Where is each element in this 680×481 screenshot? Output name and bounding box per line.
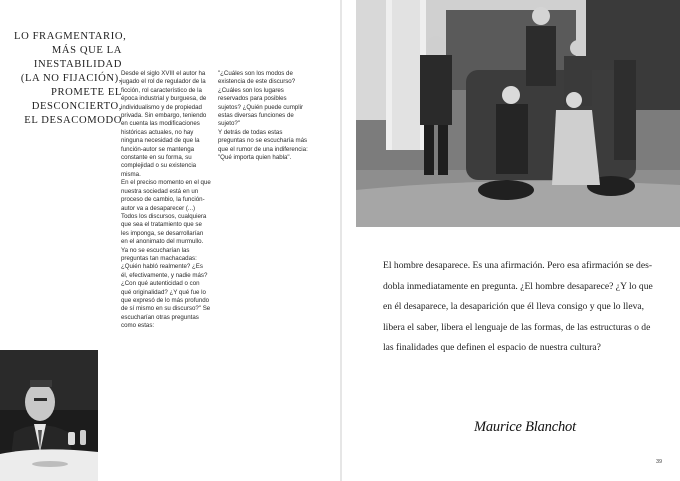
pull-quote-line: MÁS QUE LA — [51, 45, 122, 56]
quote-line: El hombre desaparece. Es una afirmación. Pero esa afirmación se des- — [383, 260, 653, 271]
pull-quote-line: DESCONCIERTO, — [31, 101, 122, 112]
body-paragraph: "¿Cuáles son los modos de existencia de este discurso? ¿Cuáles son los lugares reservados para posibles sujetos? ¿Quién puede cumplir estas diversas funciones de sujeto?" — [218, 70, 303, 128]
page-number: 39 — [656, 459, 663, 465]
pull-quote-line: (LA NO FIJACIÓN), — [20, 73, 122, 84]
pull-quote-line: INESTABILIDAD — [33, 59, 122, 70]
body-paragraph: Y detrás de todas estas preguntas no se escucharía más que el rumor de una indiferencia: "Qué importa quien habla". — [218, 128, 308, 162]
pull-quote-line: LO FRAGMENTARIO, — [14, 31, 127, 42]
epigraph-quote — [383, 256, 653, 359]
quote-line: las finalidades que definen el espacio de nuestra cultura? — [383, 342, 601, 353]
body-paragraph: En el preciso momento en el que nuestra sociedad está en un proceso de cambio, la función-autor va a desaparecer (...) — [121, 179, 211, 212]
quote-line: dobla inmediatamente en pregunta. ¿El hombre desaparece? ¿Y lo que — [383, 280, 653, 292]
body-column-1 — [121, 70, 211, 331]
quote-author: Maurice Blanchot — [474, 419, 576, 435]
body-paragraph: Desde el siglo XVIII el autor ha jugado el rol de regulador de la ficción, rol característico de la época industrial y burguesa, de individualismo y de propiedad privada. Sin embargo, teniendo en cuenta las modificaciones históricas actuales, no hay ninguna necesidad de que la función-autor se mantenga constante en su forma, su complejidad o su existencia misma. — [121, 70, 207, 178]
author-portrait-photo — [0, 350, 98, 481]
quote-line: en él desaparece, la desaparición que él lleva consigo y que lo lleva, — [383, 301, 645, 312]
quote-line: libera el saber, libera el lenguaje de las formas, de las estructuras o de — [383, 321, 651, 333]
body-paragraph: Todos los discursos, cualquiera que sea el tratamiento que se les imponga, se desarrollarían en el anonimato del murmullo. — [121, 212, 207, 246]
pull-quote-line: PROMETE EL — [50, 87, 122, 98]
group-photo — [356, 0, 680, 227]
pull-quote — [14, 30, 127, 128]
pull-quote-line: EL DESACOMODO — [24, 115, 122, 126]
body-paragraph: Ya no se escucharían las preguntas tan machacadas: ¿Quién habló realmente? ¿Es él, efectivamente, y nadie más? ¿Con qué autenticidad o con qué originalidad? ¿Y qué fue lo que expresó de lo más profundo de sí mismo en su discurso?" Se escucharían otras preguntas como estas: — [121, 246, 211, 330]
body-column-2 — [218, 70, 310, 162]
